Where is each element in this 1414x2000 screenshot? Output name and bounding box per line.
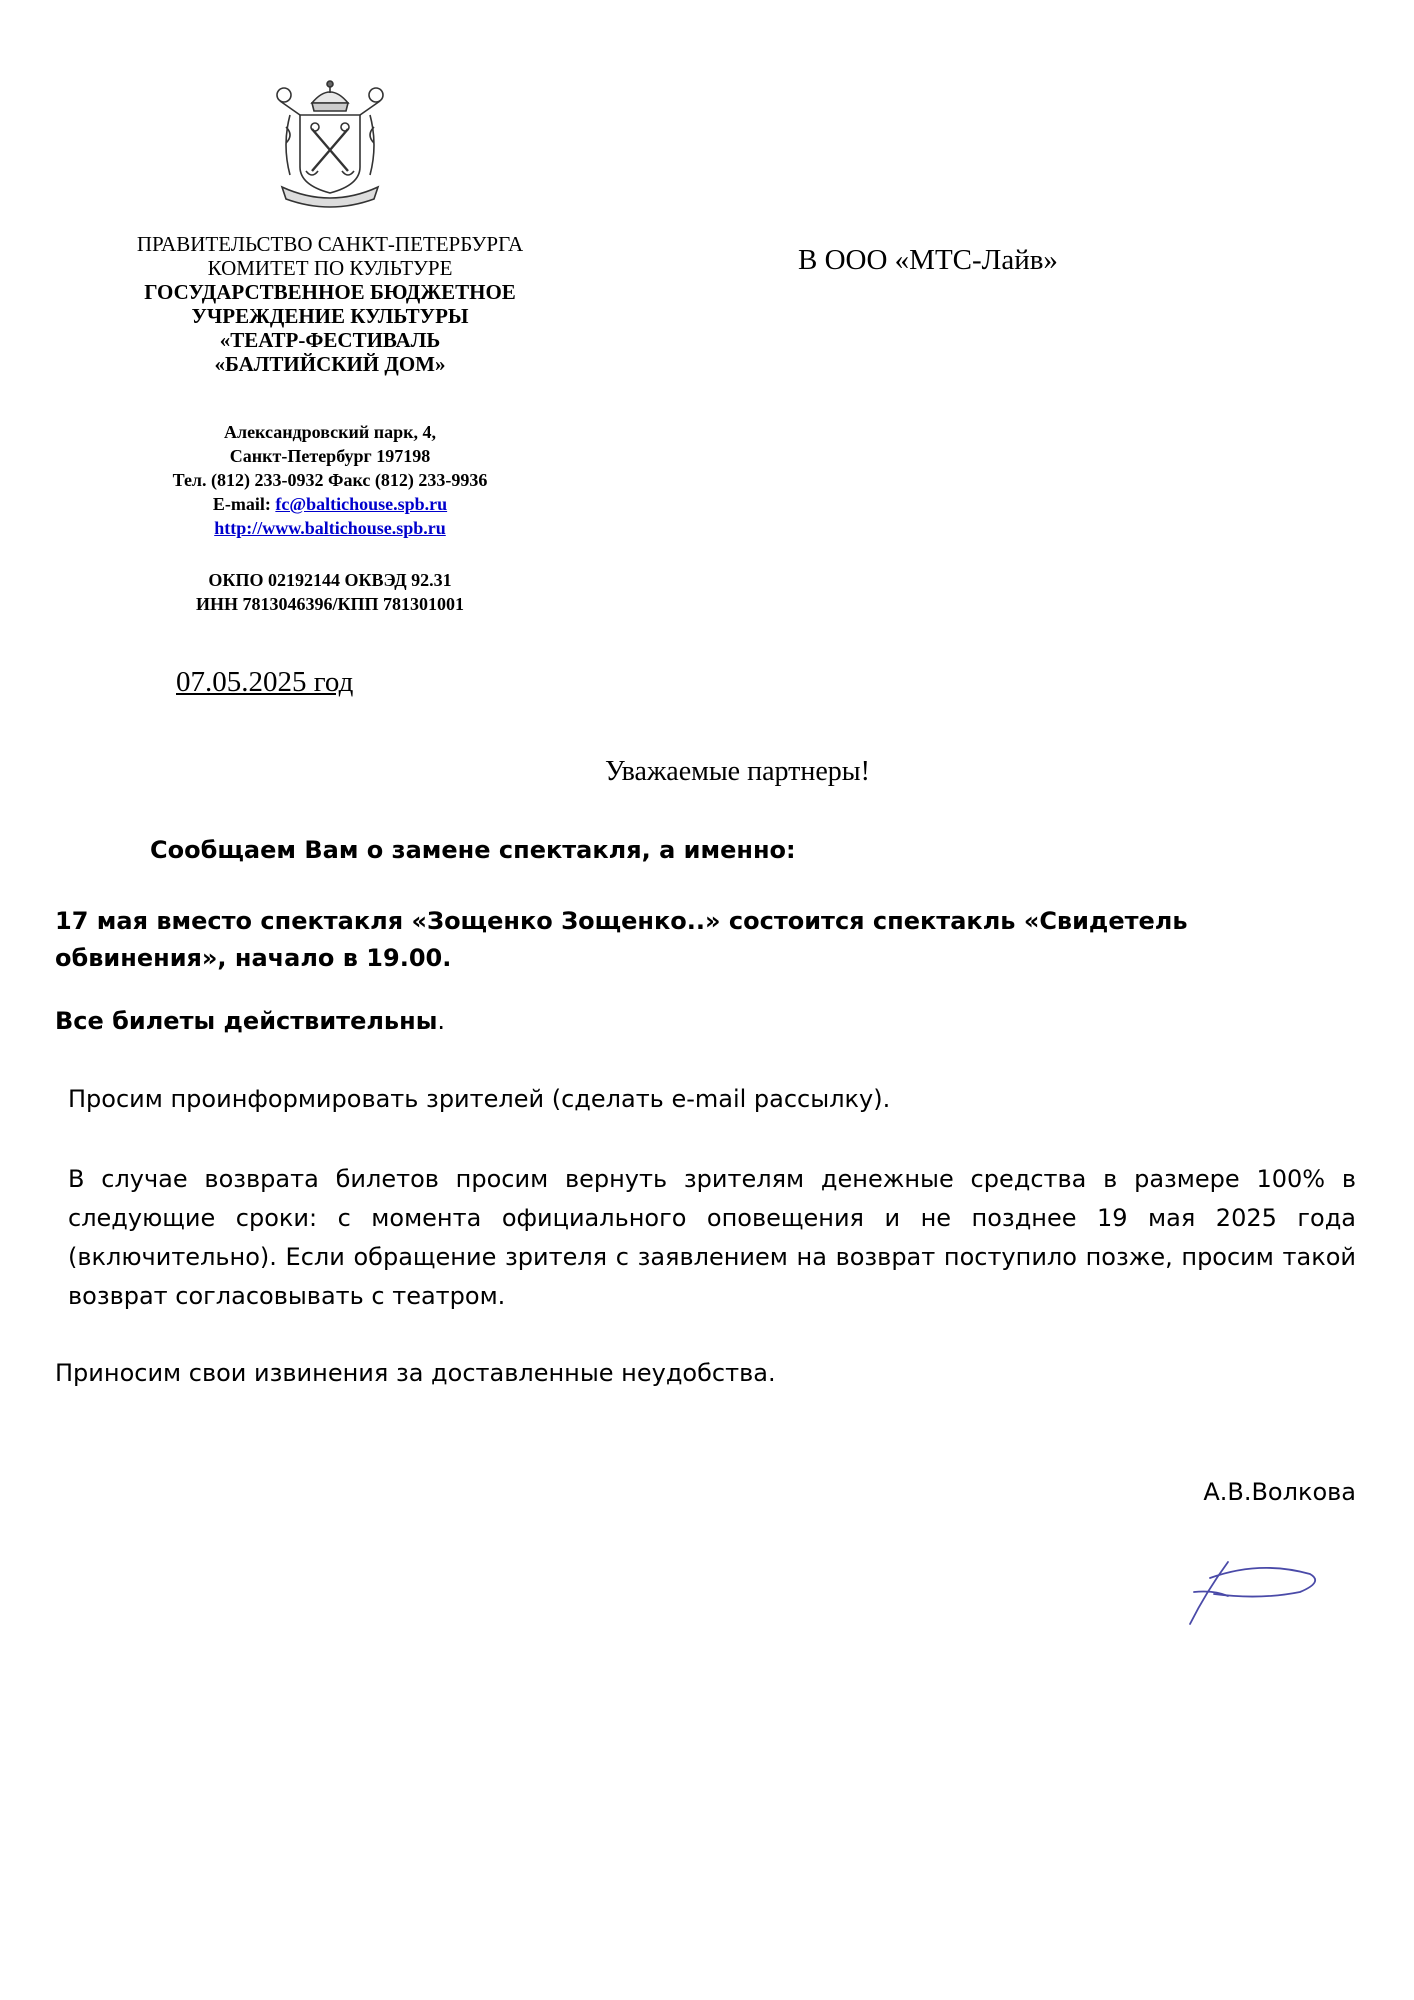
refund-paragraph: В случае возврата билетов просим вернуть зрителям денежные средства в размере 100% в следующие сроки: с момента официального оповещения и не позднее 19 мая 2025 года (включительно). Если обращение зрителя с заявлением на возврат поступило позже, просим такой возврат согласовывать с театром. bbox=[68, 1165, 1356, 1310]
org-type-line: ГОСУДАРСТВЕННОЕ БЮДЖЕТНОЕ bbox=[144, 280, 516, 304]
tickets-valid-paragraph bbox=[55, 1007, 445, 1035]
apology-paragraph: Приносим свои извинения за доставленные неудобства. bbox=[55, 1359, 776, 1387]
replacement-paragraph: 17 мая вместо спектакля «Зощенко Зощенко..» состоится спектакль «Свидетель обвинения», начало в 19.00. bbox=[55, 907, 1188, 972]
org-committee-line: КОМИТЕТ ПО КУЛЬТУРЕ bbox=[207, 256, 453, 280]
letter-date: 07.05.2025 год bbox=[176, 666, 354, 698]
email-link[interactable]: fc@baltichouse.spb.ru bbox=[275, 494, 448, 514]
org-name-line: «БАЛТИЙСКИЙ ДОМ» bbox=[214, 352, 446, 376]
recipient: В ООО «МТС-Лайв» bbox=[798, 244, 1058, 276]
registration-codes bbox=[95, 568, 565, 616]
coat-of-arms-emblem bbox=[260, 75, 400, 215]
contact-block bbox=[95, 420, 565, 540]
tickets-valid-text: Все билеты действительны bbox=[55, 1007, 438, 1035]
inform-paragraph: Просим проинформировать зрителей (сделать e-mail рассылку). bbox=[68, 1085, 891, 1113]
signer-name: А.В.Волкова bbox=[1203, 1478, 1356, 1506]
city-line: Санкт-Петербург 197198 bbox=[229, 446, 431, 466]
address-line: Александровский парк, 4, bbox=[223, 422, 437, 442]
phone-fax-line: Тел. (812) 233-0932 Факс (812) 233-9936 bbox=[172, 470, 488, 490]
website-line bbox=[95, 516, 565, 540]
intro-paragraph: Сообщаем Вам о замене спектакля, а именно: bbox=[150, 836, 796, 864]
org-government-line: ПРАВИТЕЛЬСТВО САНКТ-ПЕТЕРБУРГА bbox=[136, 232, 524, 256]
organization-block bbox=[95, 232, 565, 376]
inn-kpp-line: ИНН 7813046396/КПП 781301001 bbox=[195, 594, 465, 614]
email-label: E-mail: bbox=[212, 494, 276, 514]
signature-image bbox=[1110, 1552, 1352, 1632]
tickets-valid-period: . bbox=[437, 1007, 446, 1035]
email-line bbox=[95, 492, 565, 516]
org-institution-line: УЧРЕЖДЕНИЕ КУЛЬТУРЫ bbox=[191, 304, 469, 328]
website-link[interactable]: http://www.baltichouse.spb.ru bbox=[214, 518, 446, 538]
org-theatre-line: «ТЕАТР-ФЕСТИВАЛЬ bbox=[219, 328, 441, 352]
salutation: Уважаемые партнеры! bbox=[605, 756, 870, 787]
okpo-okved-line: ОКПО 02192144 ОКВЭД 92.31 bbox=[208, 570, 452, 590]
